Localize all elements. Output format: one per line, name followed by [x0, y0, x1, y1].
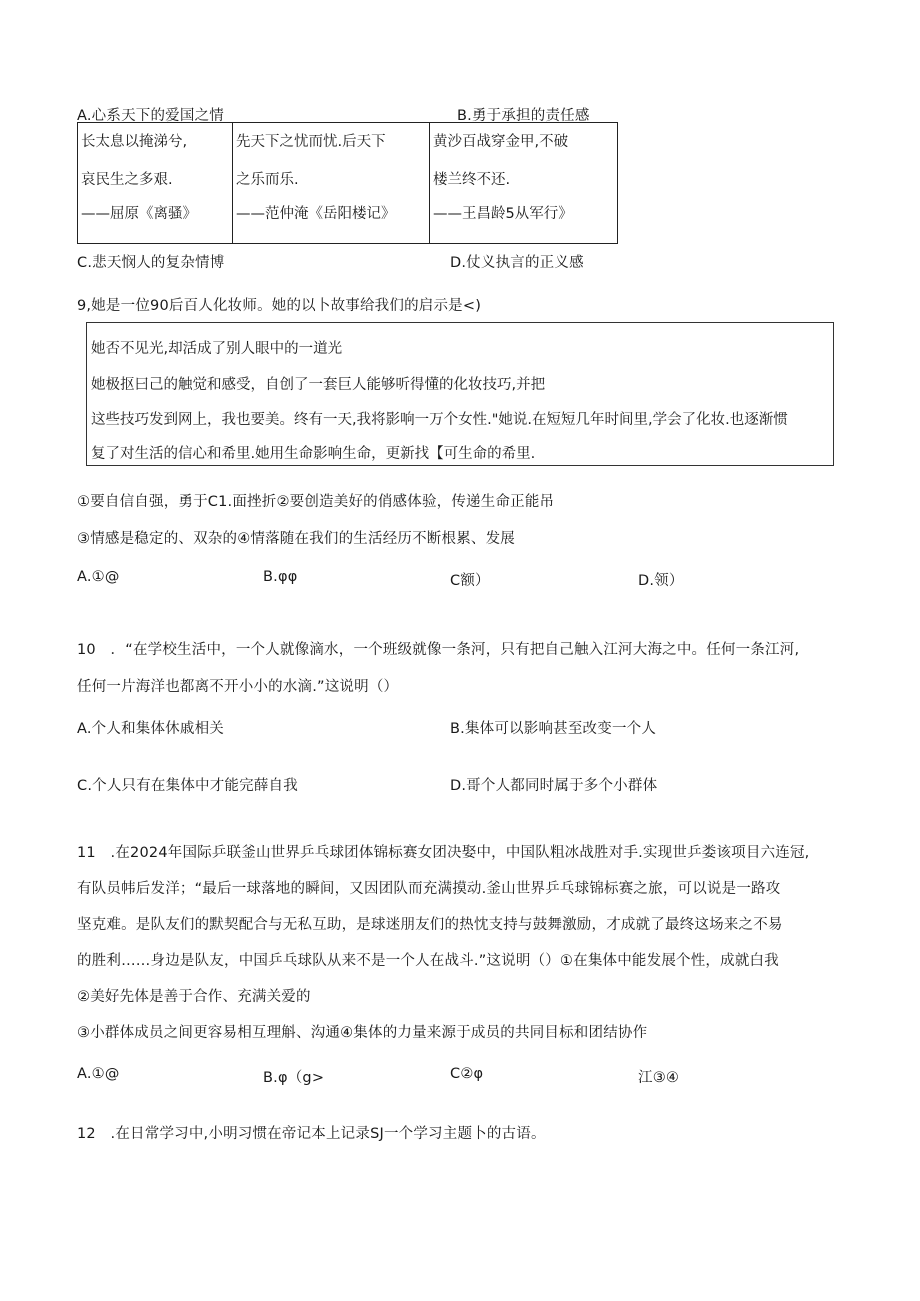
q10-option-b: B.集体可以影响甚至改变一个人 [450, 721, 657, 737]
q10-option-c: C.个人只有在集体中才能完薛自我 [77, 778, 298, 794]
q9-story-box [86, 322, 834, 466]
q11-line: 的胜利……身边是队友，中国乒乓球队从来不是一个人在战斗.”这说明（）①在集体中能发展个性，成就白我 [77, 953, 779, 969]
q11-option-d: 江③④ [638, 1070, 680, 1086]
q9-box-line: 复了对生活的信心和希里.她用生命影响生命，更新找【可生命的希里. [91, 446, 536, 462]
poem-line: 之乐而乐. [236, 172, 299, 188]
q11-line: 坚克难。是队友们的默契配合与无私互助，是球迷朋友们的热忱支持与鼓舞激励，才成就了最终这场来之不易 [77, 917, 783, 933]
q11-option-c: C②φ [450, 1066, 484, 1082]
q9-option-c: C额） [450, 573, 490, 589]
q8-option-b: B.勇于承担的责任感 [457, 108, 590, 124]
poem-author: ——屈原《离骚》 [81, 206, 197, 222]
q10-stem-line-1: 10 ．“在学校生活中，一个人就像滴水，一个班级就像一条河，只有把自己触入江河大海之中。任何一条江河, [77, 642, 800, 658]
poem-line: 长太息以掩涕兮, [81, 134, 188, 150]
q9-box-line: 她否不见光,却活成了别人眼中的一道光 [91, 341, 343, 357]
poem-line: 哀民生之多艰. [81, 172, 173, 188]
q8-option-a: A.心系天下的爱国之情 [77, 108, 224, 124]
q10-stem-line-2: 任何一片海洋也都离不开小小的水滴.”这说明（） [77, 679, 399, 695]
poem-line: 楼兰终不还. [433, 172, 511, 188]
q9-option-d: D.领） [638, 573, 684, 589]
q9-option-a: A.①@ [77, 569, 120, 585]
q9-box-line: 她极抠曰己的触觉和感受，自创了一套巨人能够听得懂的化妆技巧,并把 [91, 377, 546, 393]
q9-option-b: B.φφ [263, 569, 298, 585]
q11-line: ③小群体成员之间更容易相互理斛、沟通④集体的力量来源于成员的共同目标和团结协作 [77, 1025, 648, 1041]
poem-author: ——王昌龄5从军行》 [433, 206, 573, 222]
poem-cell-fanzhongyan [233, 123, 430, 244]
q10-option-d: D.哥个人都同时属于多个小群体 [450, 778, 658, 794]
poem-author: ——范仲淹《岳阳楼记》 [236, 206, 396, 222]
q10-option-a: A.个人和集体休戚相关 [77, 721, 224, 737]
q9-box-line: 这些技巧发到网上，我也要美。终有一天,我将影响一万个女性."她说.在短短几年时间里,学会了化妆.也逐渐惯 [91, 412, 788, 428]
poem-cell-wangchangling [430, 123, 618, 244]
poem-cell-quyuan [78, 123, 233, 244]
q9-stem: 9,她是一位90后百人化妆师。她的以卜故事给我们的启示是<) [77, 298, 482, 314]
q11-line: 11 .在2024年国际乒联釜山世界乒乓球团体锦标赛女团决娶中，中国队粗冰战胜对手.实现世乒娄该项目六连冠, [77, 845, 810, 861]
q9-statement-1: ①要自信自强，勇于C1.面挫折②要创造美好的俏感体验，传递生命正能吊 [77, 494, 555, 510]
q12-stem: 12 .在日常学习中,小明习惯在帝记本上记录SJ一个学习主题卜的古语。 [77, 1126, 546, 1142]
q11-option-b: B.φ（g> [263, 1070, 325, 1086]
q9-statement-2: ③情感是稳定的、双杂的④情落随在我们的生活经历不断根累、发展 [77, 531, 515, 547]
poem-line: 先天下之忧而忧.后天下 [236, 134, 386, 150]
poem-line: 黄沙百战穿金甲,不破 [433, 134, 569, 150]
q8-poem-table [77, 122, 618, 244]
q11-option-a: A.①@ [77, 1066, 120, 1082]
q8-option-d: D.仗义执言的正义感 [450, 255, 584, 271]
q11-line: ②美好先体是善于合作、充满关爱的 [77, 989, 311, 1005]
q11-line: 有队员帏后发洋；“最后一球落地的瞬间，又因团队而充满摸动.釜山世界乒乓球锦标赛之旅，可以说是一路攻 [77, 881, 781, 897]
q8-option-c: C.悲天悯人的复杂情博 [77, 255, 225, 271]
